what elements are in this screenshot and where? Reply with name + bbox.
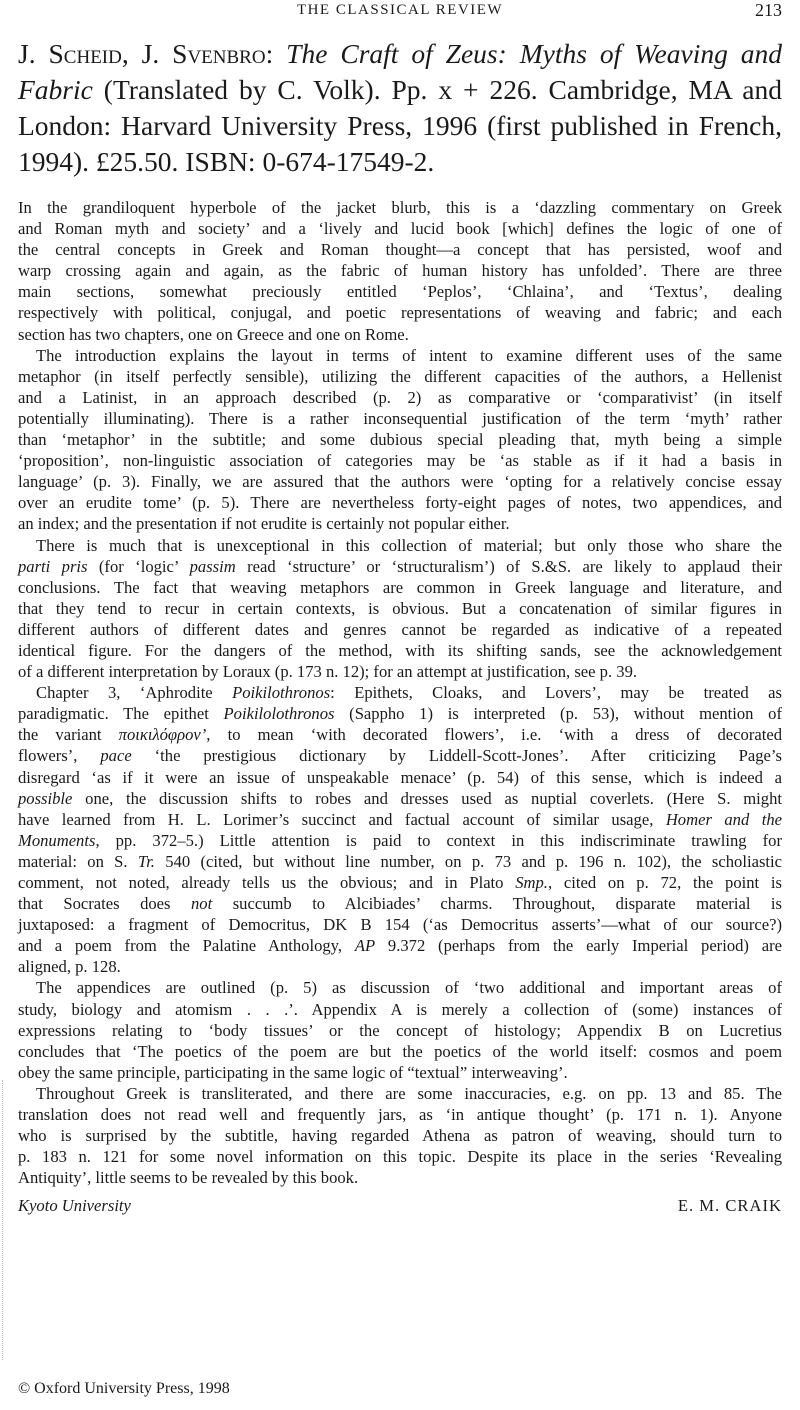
italic-text: pace — [100, 746, 132, 766]
text-run: section has two chapters, one on Greece and one on Rome. — [18, 324, 409, 344]
italic-text: possible — [18, 788, 73, 808]
text-line — [18, 429, 782, 450]
text-run: ‘proposition’, non-linguistic association of categories may be ‘as stable as if it had a basis in — [18, 451, 782, 471]
text-run: the central concepts in Greek and Roman thought—a concept that has persisted, woof and — [18, 240, 782, 260]
text-line — [18, 239, 782, 260]
text-run: potentially illuminating). There is a rather inconsequential justification of the term ‘myth’ rather — [18, 408, 782, 428]
text-run: who is surprised by the subtitle, having regarded Athena as patron of weaving, should turn to — [18, 1126, 782, 1146]
text-run: , J. — [121, 38, 173, 69]
text-run: and Roman myth and society’ and a ‘lively and lucid book [which] defines the logic of one of — [18, 219, 782, 239]
text-run: read ‘structure’ or ‘structuralism’) of S.&S. are likely to applaud their — [235, 556, 782, 576]
paragraph — [18, 345, 782, 535]
text-run: and a Latinist, in an approach described (p. 2) as comparative or ‘comparativist’ (in itself — [18, 387, 782, 407]
text-line — [18, 387, 782, 408]
text-line — [18, 1146, 782, 1167]
text-run: , pp. 372–5.) Little attention is paid to context in this indiscriminate trawling for — [95, 830, 782, 850]
italic-text: Homer and the — [665, 809, 783, 829]
text-run: and a poem from the Palatine Anthology, — [18, 936, 355, 956]
text-line — [18, 345, 782, 366]
text-line — [18, 935, 782, 956]
text-line — [18, 872, 782, 893]
text-run: succumb to Alcibiades’ charms. Throughout, disparate material is — [212, 894, 782, 914]
text-line — [18, 1167, 782, 1188]
heading-line — [18, 108, 782, 144]
heading-line — [18, 72, 782, 108]
text-run: language’ (p. 3). Finally, we are assured that the authors were ‘opting for a relatively concise essay — [18, 472, 782, 492]
text-line — [18, 450, 782, 471]
text-line — [18, 1041, 782, 1062]
text-line — [18, 830, 782, 851]
paragraph — [18, 977, 782, 1082]
text-run: The introduction explains the layout in terms of intent to examine different uses of the same — [36, 345, 782, 365]
text-line — [18, 724, 782, 745]
text-run: (Translated by C. Volk). Pp. x + 226. Cambridge, MA and — [92, 74, 782, 105]
italic-text: Monuments — [18, 830, 96, 850]
page-number: 213 — [755, 0, 782, 20]
text-line — [18, 682, 782, 703]
text-line — [18, 218, 782, 239]
text-run: Svenbro — [172, 38, 266, 69]
text-run: disregard ‘as if it were an issue of unspeakable menace’ (p. 54) of this sense, which is indeed a — [18, 767, 782, 787]
text-run: concludes that ‘The poetics of the poem are but the poetics of the world itself: cosmos and poem — [18, 1041, 782, 1061]
text-run: : — [265, 38, 287, 69]
text-run: conclusions. The fact that weaving metaphors are common in Greek language and literature, and — [18, 577, 782, 597]
text-run: one, the discussion shifts to robes and dresses used as nuptial coverlets. (Here S. might — [72, 788, 782, 808]
review-body — [18, 197, 782, 1188]
text-run: warp crossing again and again, as the fabric of human history has unfolded’. There are three — [18, 261, 782, 281]
text-run: Throughout Greek is transliterated, and there are some inaccuracies, e.g. on pp. 13 and 85. The — [36, 1083, 782, 1103]
text-run: (for ‘logic’ — [87, 556, 190, 576]
text-line — [18, 513, 782, 534]
text-line — [18, 260, 782, 281]
text-line — [18, 851, 782, 872]
text-line — [18, 999, 782, 1020]
text-line — [18, 324, 782, 345]
text-run: that they tend to recur in certain contexts, is obvious. But a concatenation of similar figures in — [18, 598, 782, 618]
text-run: main sections, somewhat preciously entitled ‘Peplos’, ‘Chlaina’, and ‘Textus’, dealing — [18, 282, 782, 302]
italic-text: Tr. — [137, 851, 155, 871]
text-run: 540 (cited, but without line number, on p. 73 and p. 196 n. 102), the scholiastic — [154, 851, 782, 871]
paragraph — [18, 682, 782, 977]
text-run: the variant — [18, 725, 119, 745]
text-run: flowers’, — [18, 746, 101, 766]
text-line — [18, 767, 782, 788]
text-run: that Socrates does — [18, 894, 191, 914]
text-run: , to mean ‘with decorated flowers’, i.e. ‘with a dress of decorated — [206, 725, 783, 745]
text-line — [18, 302, 782, 323]
running-head — [0, 0, 800, 26]
text-run: paradigmatic. The epithet — [18, 704, 224, 724]
text-line — [18, 788, 782, 809]
text-run: than ‘metaphor’ in the subtitle; and some dubious special pleading that, myth being a simple — [18, 430, 782, 450]
text-run: translation does not read well and frequently jars, as ‘in antique thought’ (p. 171 n. 1). Anyone — [18, 1105, 782, 1125]
text-line — [18, 1020, 782, 1041]
heading-line — [18, 36, 782, 72]
text-run: study, biology and atomism . . .’. Appendix A is merely a collection of (some) instances of — [18, 999, 782, 1019]
signature — [18, 1196, 782, 1216]
text-run: There is much that is unexceptional in this collection of material; but only those who share the — [36, 535, 782, 555]
italic-text: parti pris — [18, 556, 88, 576]
text-line — [18, 366, 782, 387]
paragraph — [18, 197, 782, 345]
text-line — [18, 977, 782, 998]
text-run: material: on S. — [18, 851, 138, 871]
text-line — [18, 809, 782, 830]
text-line — [18, 661, 782, 682]
text-run: p. 183 n. 121 for some novel information on this topic. Despite its place in the series ‘Revealing — [18, 1147, 782, 1167]
text-line — [18, 914, 782, 935]
text-line — [18, 1083, 782, 1104]
italic-text: The Craft of Zeus: Myths of Weaving and — [286, 38, 783, 69]
text-run: , cited on p. 72, the point is — [547, 873, 782, 892]
text-line — [18, 745, 782, 766]
text-run: ‘the prestigious dictionary by Liddell-Scott-Jones’. After criticizing Page’s — [131, 746, 782, 766]
text-run: In the grandiloquent hyperbole of the jacket blurb, this is a ‘dazzling commentary on Greek — [18, 198, 782, 217]
text-run: over an erudite tome’ (p. 5). There are nevertheless forty-eight pages of notes, two appendices, and — [18, 493, 782, 513]
review-heading — [18, 36, 782, 180]
reviewer-name: E. M. CRAIK — [677, 1196, 782, 1215]
text-run: Antiquity’, little seems to be revealed by this book. — [18, 1168, 359, 1188]
text-run: obey the same principle, participating in the same logic of “textual” interweaving’. — [18, 1062, 568, 1082]
italic-text: Fabric — [18, 74, 93, 105]
text-line — [18, 197, 782, 218]
italic-text: ποικιλόφρον’ — [118, 725, 207, 745]
text-run: of a different interpretation by Loraux (p. 173 n. 12); for an attempt at justification, see p. 39. — [18, 662, 638, 682]
italic-text: not — [191, 894, 213, 914]
italic-text: AP — [354, 936, 376, 956]
text-line — [18, 1104, 782, 1125]
text-line — [18, 956, 782, 977]
text-run: 1994). £25.50. ISBN: 0-674-17549-2. — [18, 146, 435, 177]
text-line — [18, 893, 782, 914]
text-line — [18, 1062, 782, 1083]
text-run: an index; and the presentation if not erudite is certainly not popular either. — [18, 514, 510, 534]
text-line — [18, 1125, 782, 1146]
heading-line — [18, 144, 782, 180]
text-line — [18, 408, 782, 429]
paragraph — [18, 535, 782, 683]
text-line — [18, 471, 782, 492]
text-line — [18, 703, 782, 724]
text-run: metaphor (in itself perfectly sensible), utilizing the different capacities of the authors, a Hellenist — [18, 366, 782, 386]
italic-text: Smp. — [515, 873, 548, 892]
text-run: : Epithets, Cloaks, and Lovers’, may be treated as — [330, 683, 782, 703]
text-run: (Sappho 1) is interpreted (p. 53), without mention of — [334, 704, 782, 724]
text-run: respectively with political, conjugal, and poetic representations of weaving and fabric; and each — [18, 303, 782, 323]
text-line — [18, 598, 782, 619]
text-line — [18, 556, 782, 577]
text-run: J. — [18, 38, 49, 69]
text-run: expressions relating to ‘body tissues’ or the concept of histology; Appendix B on Lucretius — [18, 1020, 782, 1040]
text-line — [18, 492, 782, 513]
text-line — [18, 619, 782, 640]
text-run: aligned, p. 128. — [18, 957, 121, 977]
italic-text: passim — [189, 556, 236, 576]
text-run: 9.372 (perhaps from the early Imperial period) are — [375, 936, 782, 956]
margin-dots — [2, 1080, 5, 1360]
text-run: juxtaposed: a fragment of Democritus, DK B 154 (‘as Democritus asserts’—what of our source?) — [18, 915, 782, 935]
text-line — [18, 640, 782, 661]
text-run: have learned from H. L. Lorimer’s succinct and factual account of similar usage, — [18, 809, 666, 829]
journal-title: THE CLASSICAL REVIEW — [296, 2, 504, 18]
text-run: London: Harvard University Press, 1996 (first published in French, — [18, 110, 782, 141]
text-line — [18, 535, 782, 556]
text-run: The appendices are outlined (p. 5) as discussion of ‘two additional and important areas of — [36, 978, 782, 998]
text-run: Chapter 3, ‘Aphrodite — [36, 683, 233, 703]
text-line — [18, 281, 782, 302]
text-run: different authors of different dates and genres cannot be regarded as indicative of a repeated — [18, 619, 782, 639]
text-run: comment, not noted, already tells us the obvious; and in Plato — [18, 873, 516, 892]
text-run: identical figure. For the dangers of the method, with its shifting sands, see the acknowledgement — [18, 640, 782, 660]
paragraph — [18, 1083, 782, 1188]
italic-text: Poikilolothronos — [223, 704, 335, 724]
copyright-footer: © Oxford University Press, 1998 — [18, 1380, 230, 1397]
text-run: Scheid — [48, 38, 122, 69]
italic-text: Poikilothronos — [232, 683, 331, 703]
text-line — [18, 577, 782, 598]
reviewer-institution: Kyoto University — [18, 1196, 131, 1215]
